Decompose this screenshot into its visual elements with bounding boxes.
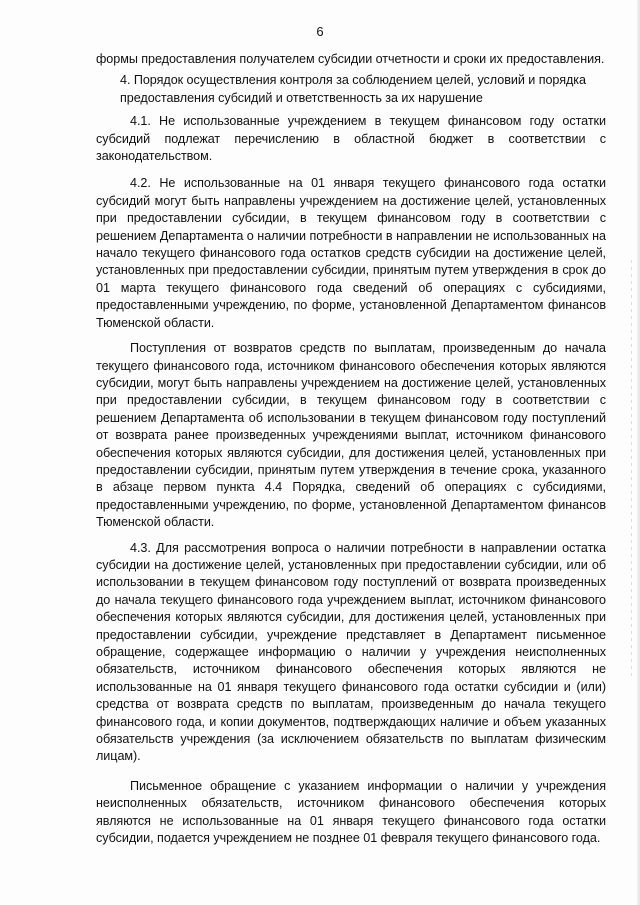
paragraph-4-1: 4.1. Не использованные учреждением в текущем финансовом году остатки субсидий подлежат перечислению в областной бюджет в соответствии с законодательством. <box>96 114 606 164</box>
paragraph-returns: Поступления от возвратов средств по выплатам, произведенным до начала текущего финансового года, источником финансового обеспечения которых являются субсидии, могут быть направлены учреждением на достижение целей, установленных при предоставлении субсидии, в текущем финансовом году в соответствии с решением Департамента об использовании в текущем финансовом году поступлений от возврата ранее произведенных учреждениями выплат, источником финансового обеспечения которых являются субсидии, для достижения целей, установленных при предоставлении субсидии, принятым путем утверждения в течение срока, указанного в абзаце первом пункта 4.4 Порядка, сведений об операциях с субсидиями, предоставленными учреждению, по форме, установленной Департаментом финансов Тюменской области. <box>96 341 606 530</box>
scan-artifact-dashes <box>631 260 632 680</box>
page-number: 6 <box>316 24 324 39</box>
paragraph-4-3: 4.3. Для рассмотрения вопроса о наличии потребности в направлении остатка субсидии на достижение целей, установленных при предоставлении субсидии, или об использовании в текущем финансовом году поступлений от возврата произведенных до начала текущего финансового года учреждением выплат, источником финансового обеспечения которых являются субсидии, для достижения целей, установленных при предоставлении субсидии, учреждение представляет в Департамент письменное обращение, содержащее информацию о наличии у учреждения неисполненных обязательств, источником финансового обеспечения которых являются не использованные на 01 января текущего финансового года остатки субсидии и (или) средства от возврата средств по выплатам, произведенным до начала текущего финансового года, и копии документов, подтверждающих наличие и объем указанных обязательств учреждения (за исключением обязательств по выплатам физическим лицам). <box>96 540 606 764</box>
paragraph-continuation: формы предоставления получателем субсидии отчетности и сроки их предоставления. <box>96 52 605 66</box>
document-body <box>96 51 606 847</box>
section-heading: 4. Порядок осуществления контроля за соблюдением целей, условий и порядка предоставления субсидий и ответственность за их нарушение <box>120 73 586 105</box>
paragraph-4-2: 4.2. Не использованные на 01 января текущего финансового года остатки субсидий могут быть направлены учреждением на достижение целей, установленных при предоставлении субсидии, в текущем финансовом году в соответствии с решением Департамента о наличии потребности в направлении не использованных на начало текущего финансового года остатков средств субсидии на достижение целей, установленных при предоставлении субсидии, принятым путем утверждения в срок до 01 марта текущего финансового года сведений об операциях с субсидиями, предоставленными учреждению, по форме, установленной Департаментом финансов Тюменской области. <box>96 176 606 330</box>
paragraph-written-request: Письменное обращение с указанием информации о наличии у учреждения неисполненных обязательств, источником финансового обеспечения которых являются не использованные на 01 января текущего финансового года остатки субсидии, подается учреждением не позднее 01 февраля текущего финансового года. <box>96 778 606 846</box>
